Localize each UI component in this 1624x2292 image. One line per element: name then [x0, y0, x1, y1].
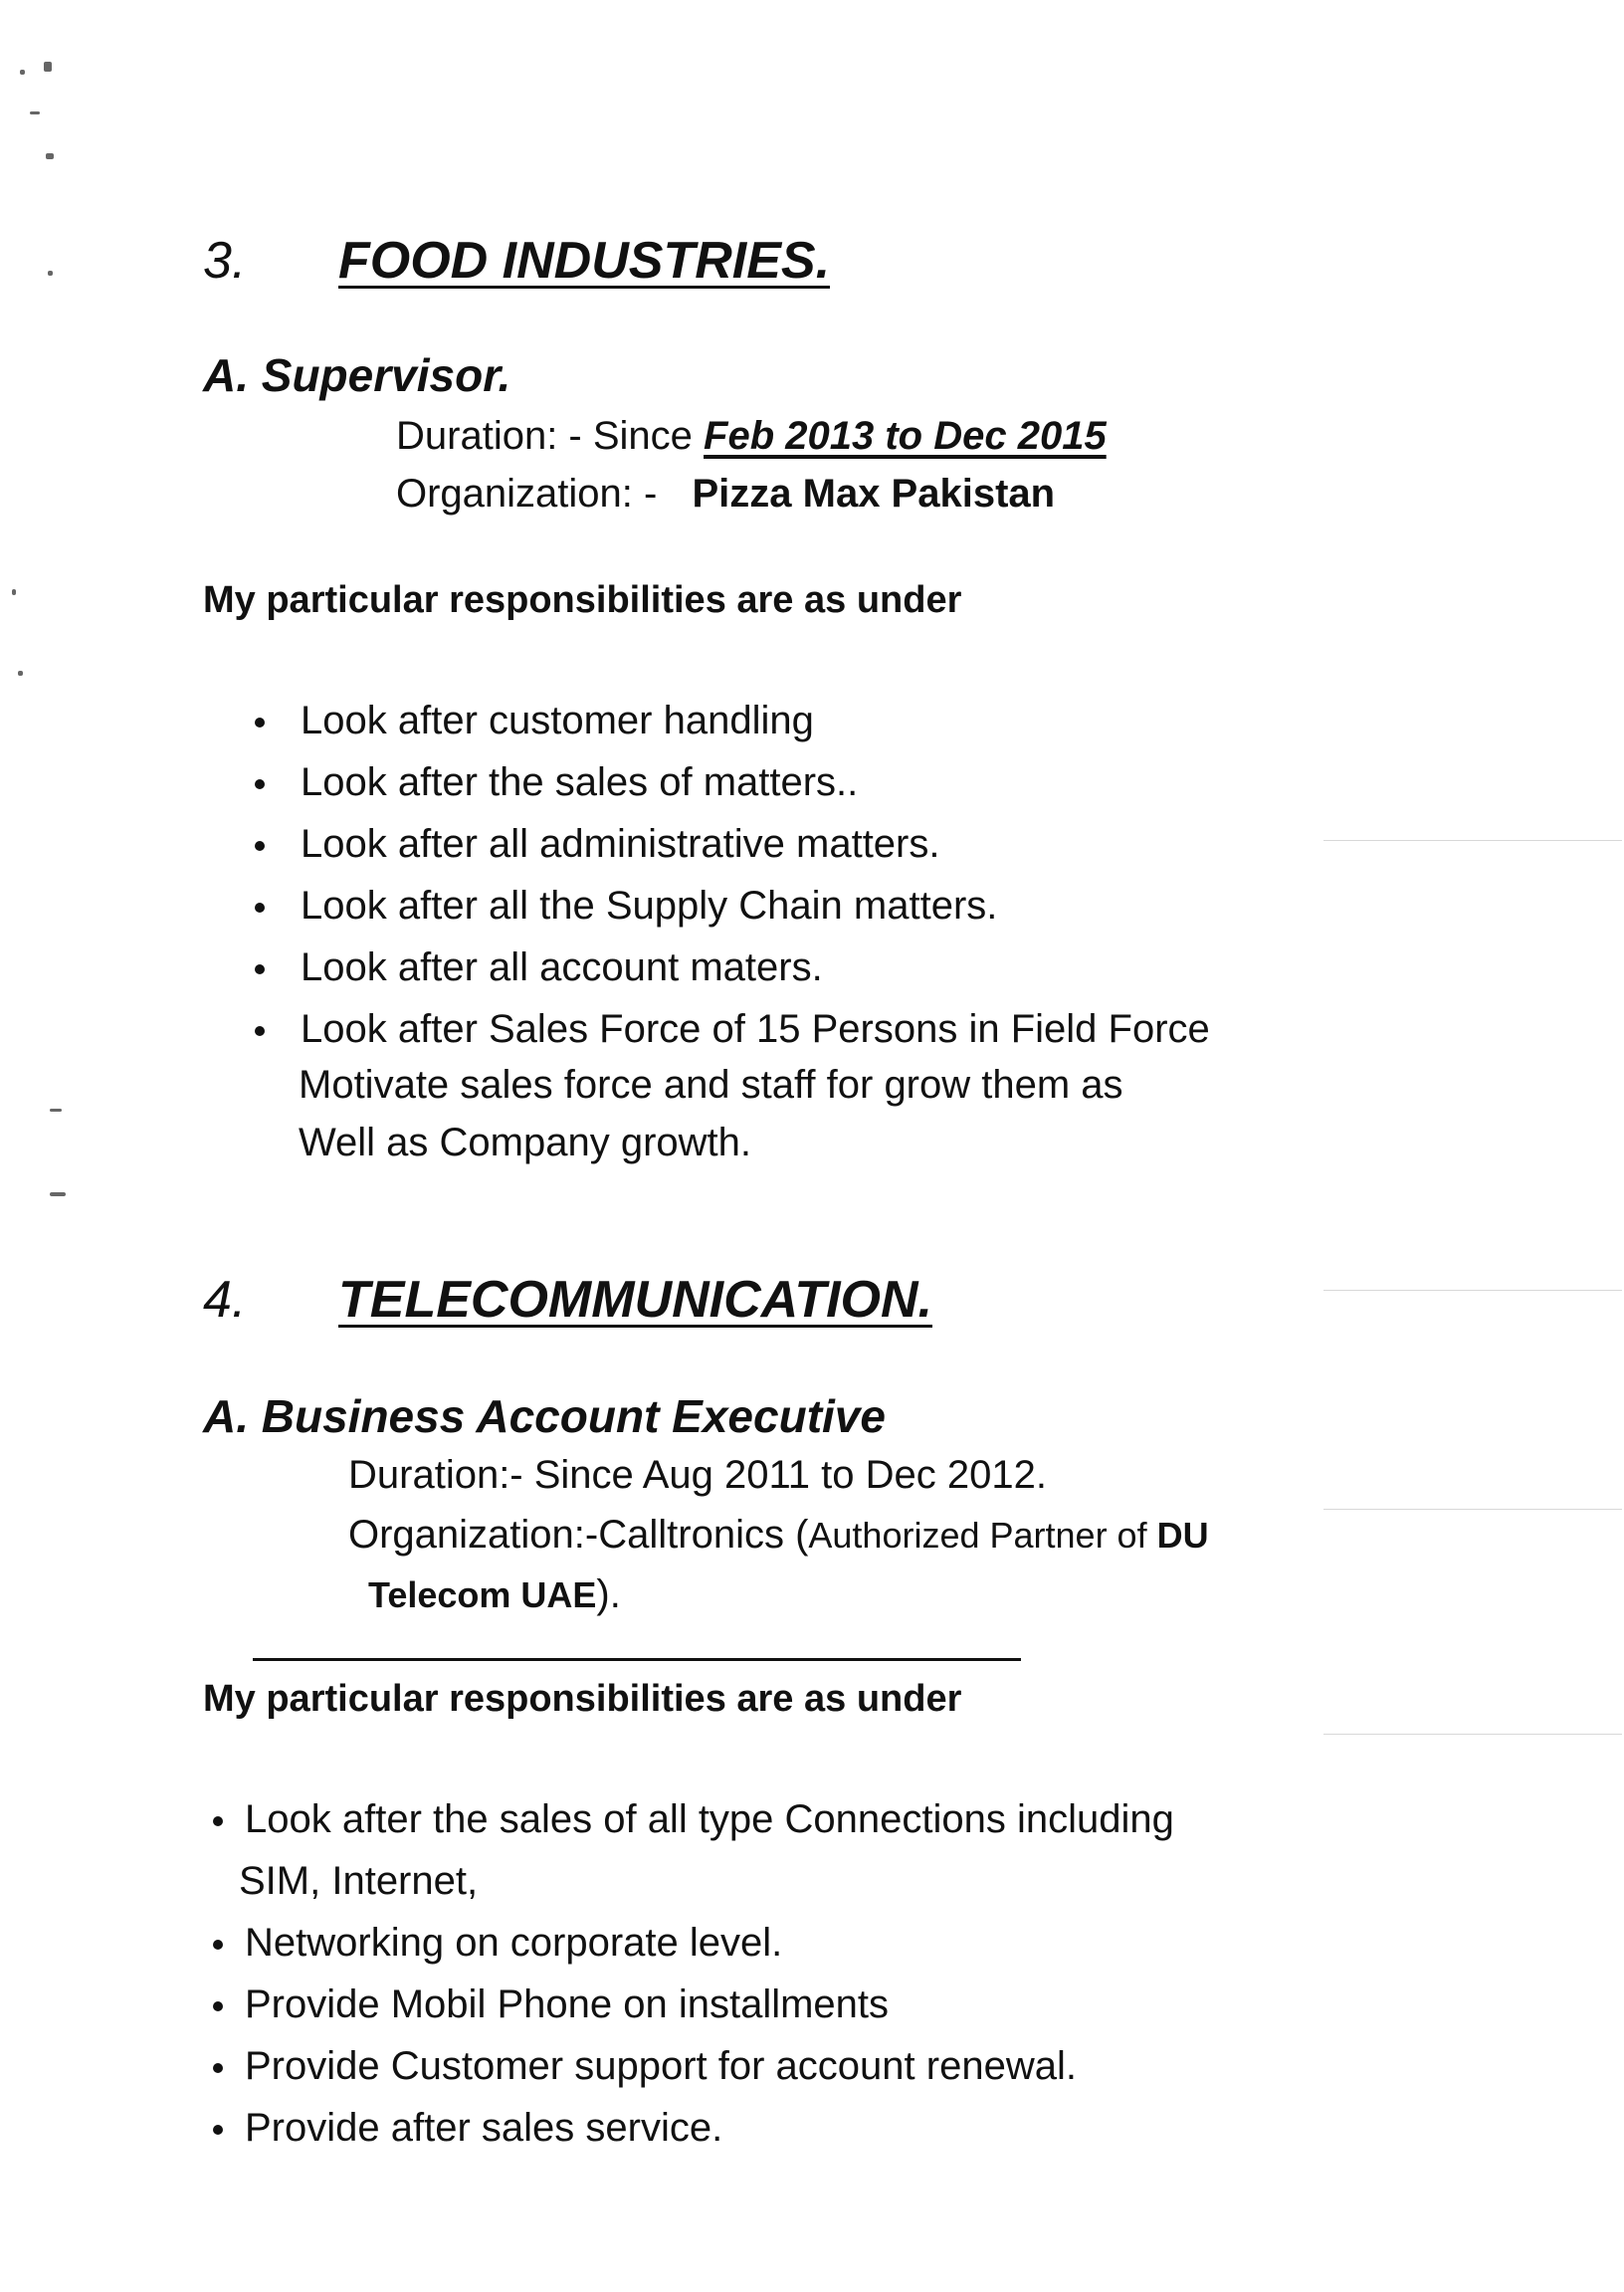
- scan-line: [1323, 840, 1622, 841]
- list-item: Look after the sales of all type Connections including: [245, 1788, 1174, 1850]
- list-item: Look after all administrative matters.: [301, 813, 1210, 875]
- duration-value: Feb 2013 to Dec 2015: [704, 414, 1107, 458]
- list-item: Provide after sales service.: [245, 2097, 1174, 2159]
- duration-label: Duration: - Since: [396, 414, 705, 458]
- list-item-continuation: SIM, Internet,: [239, 1859, 479, 1903]
- scan-speck: [12, 589, 16, 595]
- scan-speck: [46, 153, 54, 159]
- organization-line-2: [368, 1572, 621, 1617]
- list-item: Look after the sales of matters..: [301, 751, 1210, 813]
- organization-label: Organization: -: [396, 472, 669, 516]
- organization-bold-2: Telecom UAE: [368, 1574, 597, 1615]
- responsibility-list: [239, 1788, 1174, 2159]
- organization-text: Organization:-Calltronics (: [348, 1513, 809, 1557]
- job-title: A. Business Account Executive: [203, 1390, 886, 1442]
- list-item: Look after all account maters.: [301, 937, 1210, 998]
- responsibilities-heading: My particular responsibilities are as under: [203, 1678, 962, 1720]
- scan-speck: [18, 671, 23, 676]
- list-item: Look after Sales Force of 15 Persons in Field Force: [301, 998, 1210, 1060]
- divider-line: [253, 1658, 1021, 1661]
- section-number: 4.: [203, 1271, 247, 1329]
- list-item: Look after customer handling: [301, 690, 1210, 751]
- organization-bold: DU: [1156, 1515, 1209, 1556]
- organization-line: [348, 1513, 1209, 1558]
- duration-line: [396, 414, 1107, 459]
- list-continuation: Well as Company growth.: [299, 1121, 751, 1164]
- section-title: TELECOMMUNICATION.: [338, 1271, 932, 1329]
- scan-speck: [50, 1192, 66, 1196]
- scan-speck: [44, 62, 52, 72]
- scan-speck: [50, 1109, 62, 1112]
- scan-speck: [30, 111, 40, 114]
- scan-line: [1323, 1509, 1622, 1510]
- list-item: Provide Mobil Phone on installments: [245, 1974, 1174, 2035]
- scan-line: [1323, 1734, 1622, 1735]
- list-continuation: Motivate sales force and staff for grow them as: [299, 1063, 1123, 1107]
- list-item: Provide Customer support for account renewal.: [245, 2035, 1174, 2097]
- section-title: FOOD INDUSTRIES.: [338, 232, 831, 290]
- list-item: Look after all the Supply Chain matters.: [301, 875, 1210, 937]
- responsibility-list: [301, 690, 1210, 1060]
- organization-paren-text: Authorized Partner of: [808, 1515, 1157, 1556]
- organization-line: [396, 472, 1055, 517]
- scan-speck: [20, 70, 25, 75]
- organization-end: ).: [596, 1572, 621, 1616]
- scan-line: [1323, 1290, 1622, 1291]
- list-item: Networking on corporate level.: [245, 1912, 1174, 1974]
- job-title: A. Supervisor.: [203, 349, 511, 401]
- duration-line: Duration:- Since Aug 2011 to Dec 2012.: [348, 1453, 1047, 1497]
- organization-value: Pizza Max Pakistan: [692, 472, 1056, 516]
- section-number: 3.: [203, 232, 247, 290]
- responsibilities-heading: My particular responsibilities are as under: [203, 579, 962, 621]
- scan-speck: [48, 271, 53, 276]
